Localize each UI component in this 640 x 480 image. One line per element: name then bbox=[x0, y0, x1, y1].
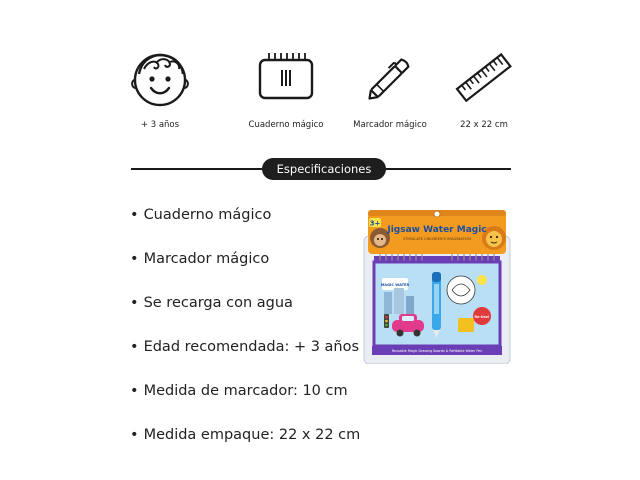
bullet-dot: • bbox=[130, 295, 139, 311]
package-title: Jigsaw Water Magic bbox=[387, 225, 487, 235]
water-pen-icon bbox=[432, 272, 441, 338]
package-footer: Reusable Magic Drawing Boards & Refillable Water Pen bbox=[391, 349, 483, 353]
spec-text: Edad recomendada: + 3 años bbox=[143, 339, 360, 355]
specs-title: Especificaciones bbox=[262, 158, 386, 180]
list-item bbox=[130, 381, 360, 425]
spec-text: Marcador mágico bbox=[143, 251, 270, 267]
specs-list bbox=[130, 205, 360, 469]
package-subtitle: STIMULATE CHILDREN'S IMAGINATION bbox=[402, 237, 472, 241]
list-item bbox=[130, 425, 360, 469]
child-face-icon bbox=[130, 48, 190, 108]
reuse-sticker: Re-Use! bbox=[474, 315, 490, 319]
feature-notebook bbox=[236, 48, 336, 130]
feature-marker bbox=[340, 48, 440, 130]
feature-size-label: 22 x 22 cm bbox=[460, 120, 508, 130]
spec-text: Medida de marcador: 10 cm bbox=[143, 383, 348, 399]
bullet-dot: • bbox=[130, 251, 139, 267]
age-badge: 3+ bbox=[369, 219, 381, 228]
feature-size bbox=[434, 48, 534, 130]
spec-text: Medida empaque: 22 x 22 cm bbox=[143, 427, 361, 443]
ruler-icon bbox=[454, 48, 514, 108]
feature-age-label: + 3 años bbox=[140, 120, 180, 130]
spec-text: Se recarga con agua bbox=[143, 295, 293, 311]
list-item bbox=[130, 249, 360, 293]
feature-marker-label: Marcador mágico bbox=[353, 120, 427, 130]
product-package-image bbox=[362, 208, 512, 364]
bullet-dot: • bbox=[130, 339, 139, 355]
spec-text: Cuaderno mágico bbox=[143, 207, 272, 223]
list-item bbox=[130, 293, 360, 337]
feature-notebook-label: Cuaderno mágico bbox=[248, 120, 324, 130]
bullet-dot: • bbox=[130, 383, 139, 399]
list-item bbox=[130, 337, 360, 381]
feature-age bbox=[110, 48, 210, 130]
bullet-dot: • bbox=[130, 207, 139, 223]
bullet-dot: • bbox=[130, 427, 139, 443]
notebook-icon bbox=[256, 48, 316, 108]
inner-label: MAGIC WATER bbox=[380, 283, 410, 287]
list-item bbox=[130, 205, 360, 249]
marker-pen-icon bbox=[360, 48, 420, 108]
